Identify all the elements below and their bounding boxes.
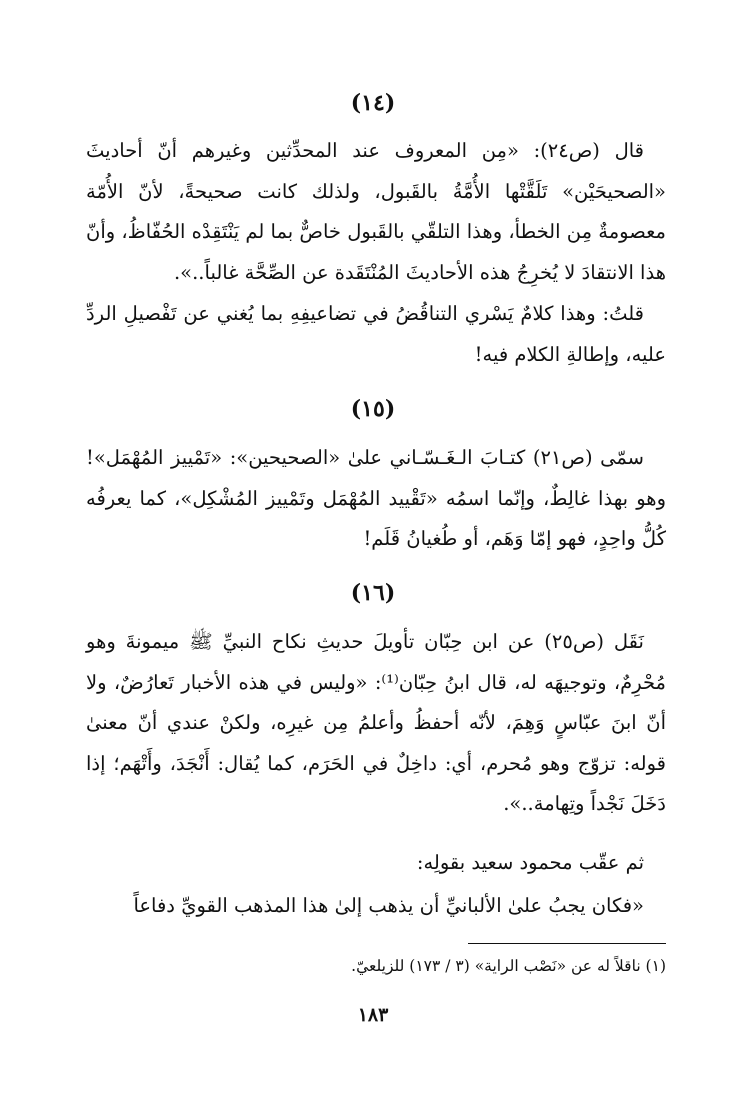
paragraph-16-comment: ثم عقّب محمود سعيد بقولِه: (416, 851, 644, 874)
paragraph-16-quote: نَقَل (ص٢٥) عن ابن حِبّان تأويلَ حديثِ نكاح النبيِّ ﷺ ميمونةَ وهو مُحْرِمٌ، وتوجيهَه له، قال ابنُ حِبّان⁽¹⁾: «وليس في هذه الأخبار تَعارُضٌ، ولا أنّ ابنَ عبّاسٍ وَهِمَ، لأنّه أحفظُ وأعلمُ مِن غيرِه، ولكنْ عندي أنّ معنىٰ قوله: تزوّج وهو مُحرم، أي: داخِلٌ في الحَرَم، كما يُقال: أَنْجَدَ، وأَتْهَم؛ إذا دَخَلَ نَجْداً وتِهامة..». (86, 630, 666, 815)
paragraph-14-quote: قال (ص٢٤): «مِن المعروف عند المحدِّثين وغيرهم أنّ أحاديثَ «الصحيحَيْن» تَلَقَّتْها الأُمَّةُ بالقَبول، ولذلك كانت صحيحةً، لأنّ الأُمّة معصومةٌ مِن الخطأ، وهذا التلقّي بالقَبول خاصٌّ بما لم يَنْتَقِدْه الحُفّاظُ، وأنّ هذا الانتقادَ لا يُخرِجُ هذه الأحاديثَ المُنْتَقَدة عن الصِّحَّة غالباً..». (86, 139, 666, 284)
section-number-16: (١٦) (350, 580, 396, 606)
paragraph-15: سمّى (ص٢١) كتـابَ الـغَـسّـاني علىٰ «الصحيحين»: «تَمْييز المُهْمَل»! وهو بهذا غالِطٌ، وإنّما اسمُه «تَقْييد المُهْمَل وتَمْييز المُشْكِل»، كما يعرفُه كُلُّ واحِدٍ، فهو إمّا وَهَم، أو طُغيانُ قَلَم! (86, 446, 666, 550)
paragraph-16-continuation: «فكان يجبُ علىٰ الألبانيِّ أن يذهب إلىٰ هذا المذهب القويِّ دفاعاً (133, 894, 644, 917)
section-number-14: (١٤) (350, 90, 396, 116)
footnote-divider (468, 943, 666, 944)
page-number: ١٨٣ (357, 1004, 389, 1026)
paragraph-14-response: قلتُ: وهذا كلامٌ يَسْري التناقُضُ في تضاعيفِهِ بما يُغني عن تَفْصيلِ الردِّ عليه، وإطالةِ الكلام فيه! (86, 302, 666, 366)
footnote: (١) ناقلاً له عن «نَصْب الراية» (٣ / ١٧٣) للزيلعيّ. (351, 957, 666, 975)
section-number-15: (١٥) (350, 396, 396, 422)
